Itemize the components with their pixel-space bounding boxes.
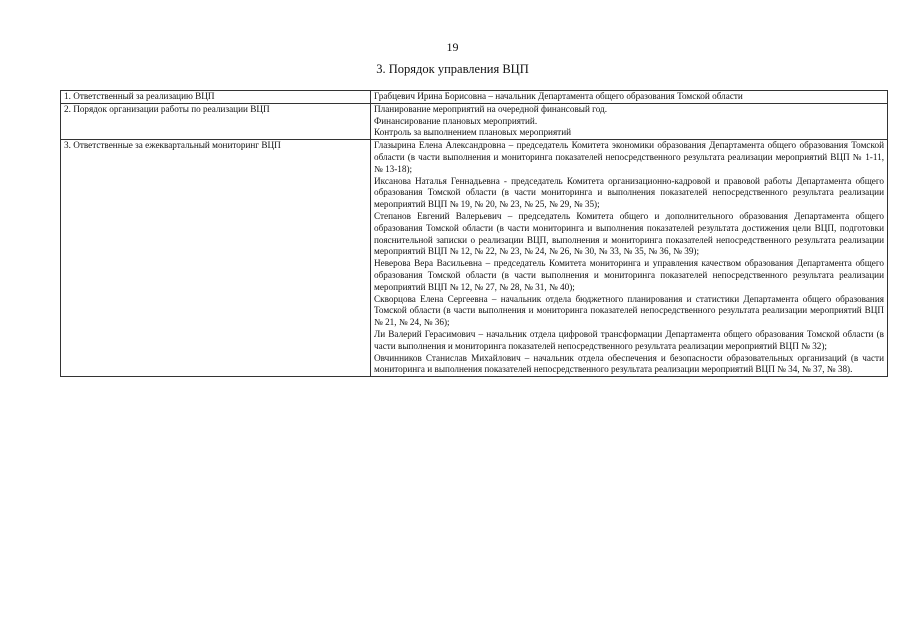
- section-title: 3. Порядок управления ВЦП: [376, 62, 529, 76]
- page-number: 19: [446, 40, 459, 54]
- row-line: Степанов Евгений Валерьевич – председатель Комитета общего и дополнительного образования Департамента общего образования Томской области (в части мониторинга и выполнения показателей результата достижения цели ВЦП, подготовки пояснительной записки о реализации ВЦП, выполнения и мониторинга показателей непосредственного результата реализации мероприятий ВЦП № 12, № 22, № 23, № 24, № 26, № 30, № 33, № 35, № 36, № 39);: [374, 210, 884, 257]
- table-row-work-organization: [61, 103, 888, 139]
- row-line: Финансирование плановых мероприятий.: [374, 115, 538, 126]
- row-label: 1. Ответственный за реализацию ВЦП: [61, 91, 371, 104]
- row-label: 2. Порядок организации работы по реализации ВЦП: [61, 103, 371, 139]
- row-line: Глазырина Елена Александровна – председатель Комитета экономики образования Департамента общего образования Томской области (в части выполнения и мониторинга показателей непосредственного результата реализации мероприятий ВЦП № 1-11, № 13-18);: [374, 140, 884, 174]
- row-line: Скворцова Елена Сергеевна – начальник отдела бюджетного планирования и статистики Департамента общего образования Томской области (в части выполнения и мониторинга показателей непосредственного результата реализации мероприятий ВЦП № 21, № 24, № 36);: [374, 293, 884, 328]
- row-content: [371, 91, 888, 104]
- vcp-management-table: [60, 90, 888, 377]
- row-line: Неверова Вера Васильевна – председатель Комитета мониторинга и управления качеством образования Департамента общего образования Томской области (в части выполнения и мониторинга показателей непосредственного результата реализации мероприятий ВЦП № 12, № 27, № 28, № 31, № 40);: [374, 258, 884, 292]
- row-line: Овчинников Станислав Михайлович – начальник отдела обеспечения и безопасности образовательных организаций (в части мониторинга и выполнения показателей непосредственного результата реализации мероприятий ВЦП № 34, № 37, № 38).: [374, 352, 884, 375]
- row-line: Иксанова Наталья Геннадьевна - председатель Комитета организационно-кадровой и правовой работы Департамента общего образования Томской области (в части мониторинга и выполнения показателей непосредственного результата реализации мероприятий ВЦП № 19, № 20, № 23, № 25, № 29, № 35);: [374, 175, 884, 210]
- row-content: [371, 103, 888, 139]
- row-label: 3. Ответственные за ежеквартальный мониторинг ВЦП: [61, 140, 371, 377]
- table-row-responsible: [61, 91, 888, 104]
- row-content: [371, 140, 888, 377]
- row-line: Планирование мероприятий на очередной финансовый год.: [374, 103, 608, 114]
- row-line: Контроль за выполнением плановых мероприятий: [374, 127, 572, 138]
- row-line: Грабцевич Ирина Борисовна – начальник Департамента общего образования Томской области: [374, 91, 743, 101]
- table-row-monitoring: [61, 140, 888, 377]
- row-line: Ли Валерий Герасимович – начальник отдела цифровой трансформации Департамента общего образования Томской области (в части выполнения и мониторинга показателей непосредственного результата реализации мероприятий ВЦП № 32);: [374, 328, 884, 351]
